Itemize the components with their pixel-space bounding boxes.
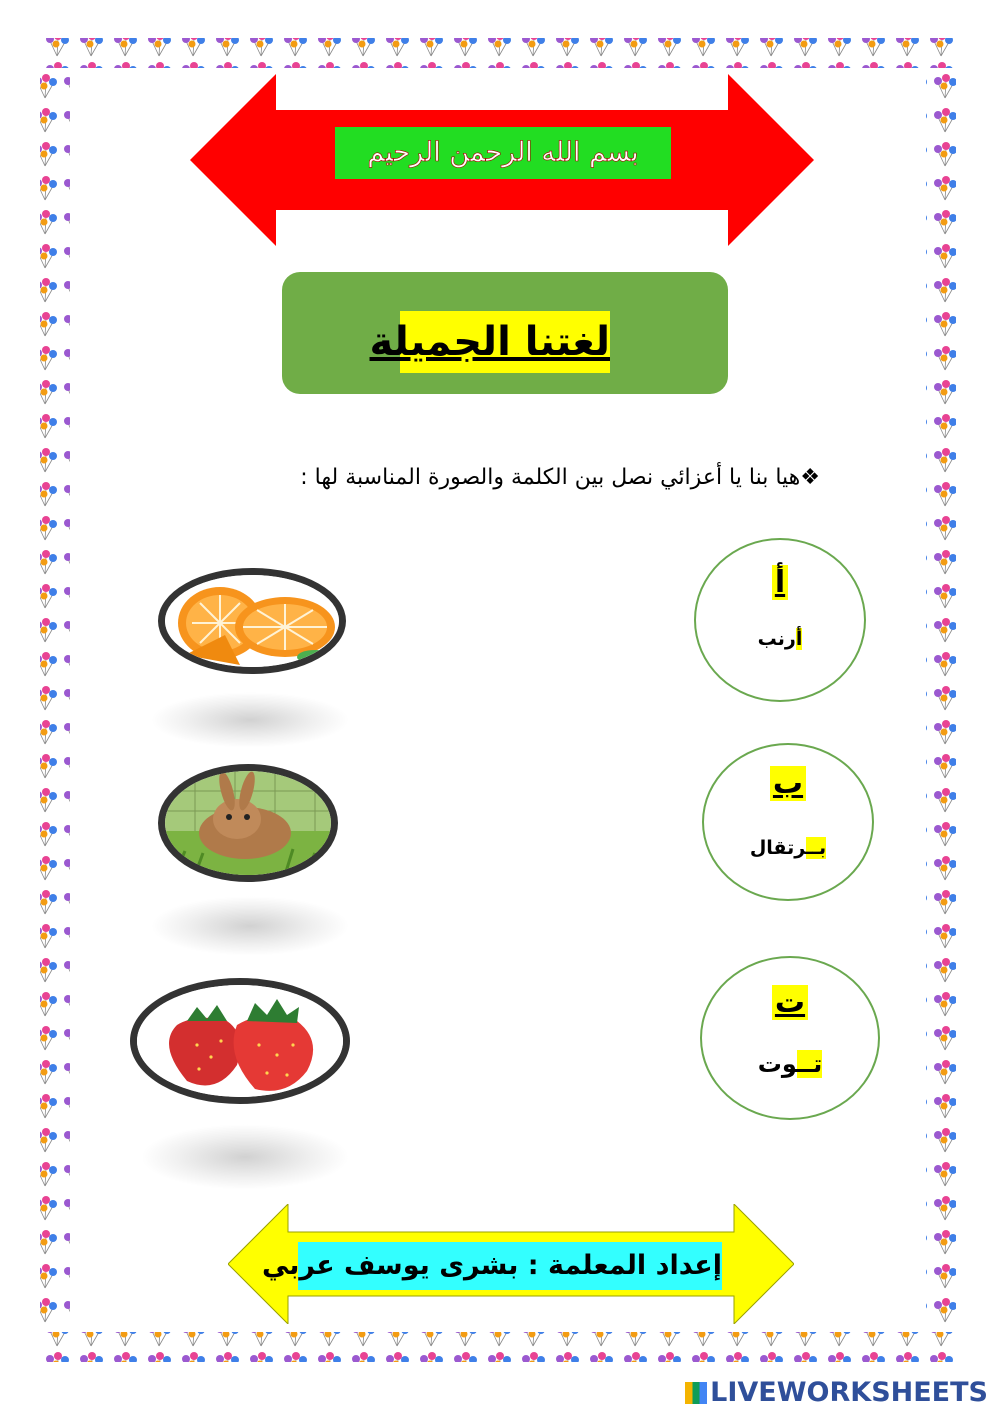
letter-ta: ت	[772, 985, 808, 1020]
orange-shadow	[150, 692, 350, 748]
bismillah-banner: بسم الله الرحمن الرحيم	[335, 127, 671, 179]
strawberry-shadow	[140, 1124, 350, 1190]
letter-circle-ta[interactable]	[700, 956, 880, 1120]
word-arnab: أرنب	[757, 628, 803, 650]
rabbit-shadow	[150, 896, 350, 956]
letter-circle-alef[interactable]	[694, 538, 866, 702]
strawberry-picture[interactable]	[130, 978, 350, 1104]
teacher-credit: إعداد المعلمة : بشرى يوسف عربي	[298, 1242, 722, 1290]
page-title: لغتنا الجميلة	[400, 311, 610, 373]
letter-circle-ba[interactable]	[702, 743, 874, 901]
word-tut: تــوت	[757, 1050, 823, 1078]
logo-icon	[685, 1382, 707, 1404]
instruction-text: ❖هيا بنا يا أعزائي نصل بين الكلمة والصورة المناسبة لها :	[300, 465, 820, 490]
strawberry-icon	[137, 985, 343, 1097]
letter-ba: ب	[770, 766, 806, 801]
rabbit-picture[interactable]	[158, 764, 338, 882]
orange-picture[interactable]	[158, 568, 346, 674]
liveworksheets-logo: LIVEWORKSHEETS	[685, 1377, 988, 1408]
rabbit-icon	[165, 771, 331, 875]
word-burtuqal: بــرتقال	[749, 837, 827, 859]
orange-icon	[165, 575, 339, 667]
letter-alef: أ	[772, 565, 788, 600]
